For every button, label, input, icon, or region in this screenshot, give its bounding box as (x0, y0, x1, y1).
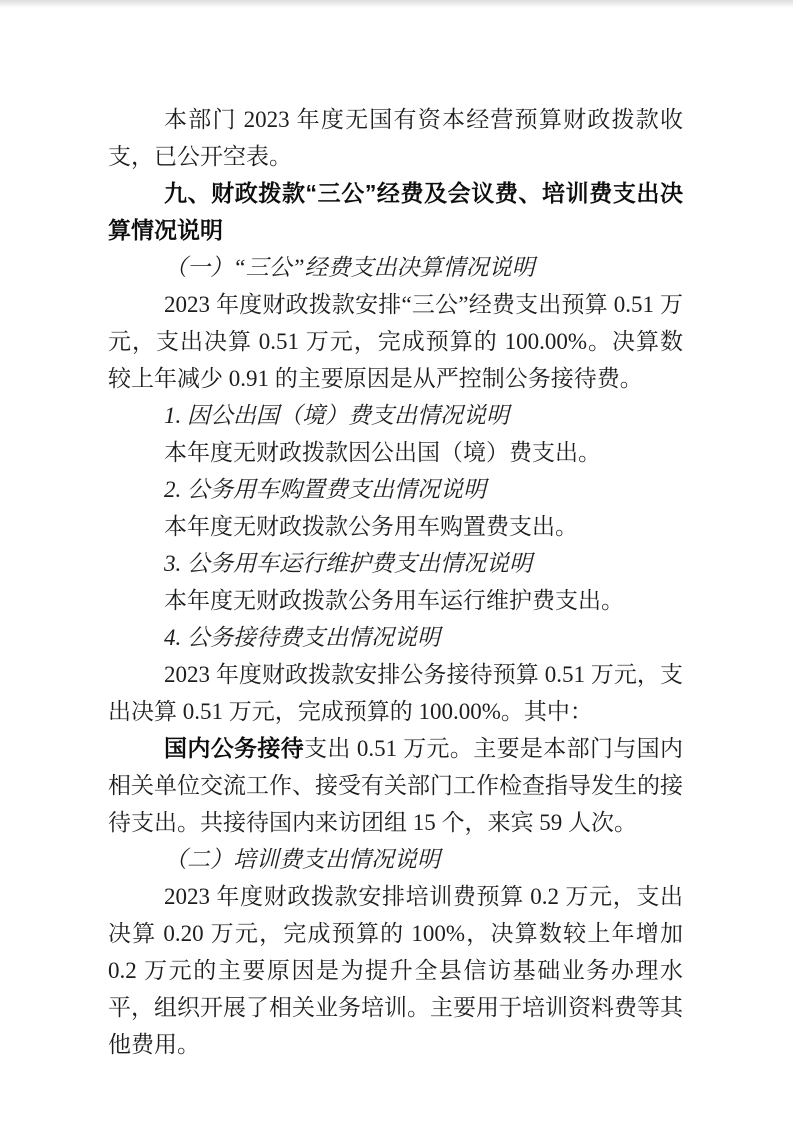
paragraph-training-fee-summary: 2023 年度财政拨款安排培训费预算 0.2 万元，支出决算 0.20 万元，完成预算的 100%，决算数较上年增加 0.2 万元的主要原因是为提升全县信访基础业务办理水平，组织开展了相关业务培训。主要用于培训资料费等其他费用。 (108, 884, 683, 1057)
subheading-overseas-trips: 1. 因公出国（境）费支出情况说明 (164, 403, 509, 428)
paragraph-no-state-capital-budget: 本部门 2023 年度无国有资本经营预算财政拨款收支，已公开空表。 (108, 107, 683, 169)
paragraph-vehicle-purchase: 本年度无财政拨款公务用车购置费支出。 (164, 514, 578, 539)
paragraph-domestic-reception (108, 730, 683, 841)
subheading-official-reception: 4. 公务接待费支出情况说明 (164, 625, 440, 650)
paragraph-vehicle-maintenance: 本年度无财政拨款公务用车运行维护费支出。 (164, 588, 624, 613)
scan-edge-artifact (0, 0, 793, 8)
domestic-reception-detail: 支出 0.51 万元。主要是本部门与国内相关单位交流工作、接受有关部门工作检查指导发生的接待支出。共接待国内来访团组 15 个，来宾 59 人次。 (108, 736, 684, 835)
subheading-training-fee: （二）培训费支出情况说明 (164, 847, 440, 872)
subheading-vehicle-purchase: 2. 公务用车购置费支出情况说明 (164, 477, 486, 502)
domestic-reception-bold-label: 国内公务接待 (164, 735, 305, 761)
paragraph-three-public-summary: 2023 年度财政拨款安排“三公”经费支出预算 0.51 万元，支出决算 0.51 万元，完成预算的 100.00%。决算数较上年减少 0.91 的主要原因是从严控制公务接待费。 (108, 292, 683, 391)
paragraph-reception-summary: 2023 年度财政拨款安排公务接待预算 0.51 万元，支出决算 0.51 万元，完成预算的 100.00%。其中： (108, 662, 683, 724)
paragraph-overseas-trips: 本年度无财政拨款因公出国（境）费支出。 (164, 440, 601, 465)
section-heading-nine: 九、财政拨款“三公”经费及会议费、培训费支出决算情况说明 (108, 180, 683, 243)
subheading-vehicle-maintenance: 3. 公务用车运行维护费支出情况说明 (164, 551, 532, 576)
subheading-three-public-funds: （一）“三公”经费支出决算情况说明 (164, 255, 535, 280)
